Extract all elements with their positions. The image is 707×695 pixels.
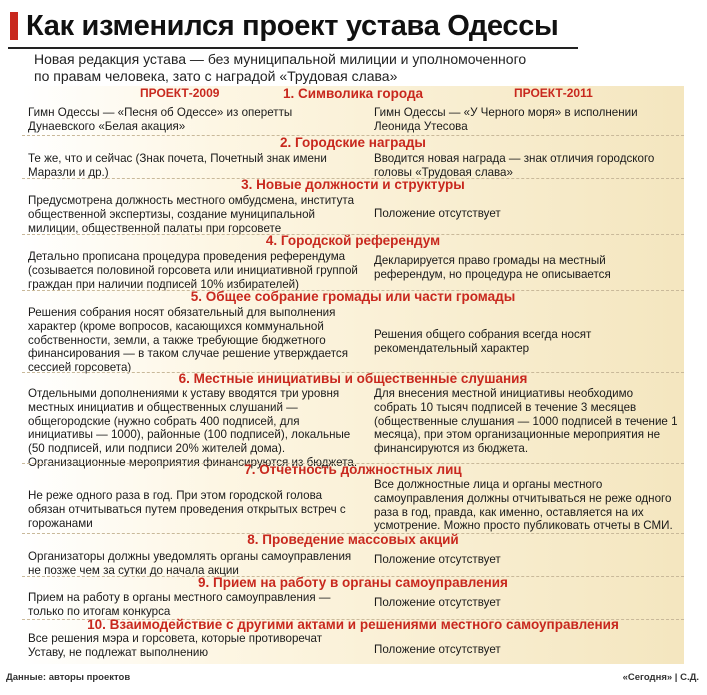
title-row [8,8,698,44]
cell-2009: Прием на работу в органы местного самоуправления — только по итогам конкурса [28,591,331,618]
row-title: 6. Местные инициативы и общественные слушания [178,371,528,386]
title-accent-bar [10,12,18,40]
cell-2009: Не реже одного раза в год. При этом городской голова обязан отчитываться путем проведения открытых встреч с горожанами [28,489,346,530]
row-title: 4. Городской референдум [265,233,441,248]
cell-2011: Декларируется право громады на местный референдум, но процедура не описывается [374,254,611,281]
cell-2011: Положение отсутствует [374,553,501,566]
cell-2009: Предусмотрена должность местного омбудсмена, института общественной экспертизы, создание муниципальной милиции, общественной палаты при горсовете [28,194,355,235]
row-title: 5. Общее собрание громады или части громады [190,289,516,304]
subtitle [34,51,698,85]
cell-2011: Положение отсутствует [374,643,501,656]
column-header-2009: ПРОЕКТ-2009 [140,86,220,100]
cell-2009: Детально прописана процедура проведения референдума (созывается половиной горсовета или инициативной группой граждан при наличии подписей 10% избирателей) [28,250,358,291]
cell-2011: Гимн Одессы — «У Черного моря» в исполнении Леонида Утесова [374,106,638,133]
cell-2009: Гимн Одессы — «Песня об Одессе» из оперетты Дунаевского «Белая акация» [28,106,293,133]
cell-2011: Положение отсутствует [374,596,501,609]
header [8,8,698,85]
row-title: 1. Символика города [282,86,424,101]
page-title: Как изменился проект устава Одессы [26,9,559,42]
cell-2009: Решения собрания носят обязательный для выполнения характер (кроме вопросов, касающихся коммунальной собственности, земли, а также требующие бюджетного финансирования — в таком случае решение утверждается сессией горсовета) [28,306,348,375]
row-title: 3. Новые должности и структуры [241,177,465,192]
credit-note: «Сегодня» | С.Д. [622,672,699,683]
cell-2009: Все решения мэра и горсовета, которые противоречат Уставу, не подлежат выполнению [28,632,323,659]
cell-2011: Положение отсутствует [374,207,501,220]
subtitle-line-1: Новая редакция устава — без муниципальной милиции и уполномоченного [34,51,527,67]
row-title: 9. Прием на работу в органы самоуправления [198,575,508,590]
column-header-2011: ПРОЕКТ-2011 [514,86,593,100]
row-title: 8. Проведение массовых акций [247,532,459,547]
source-note: Данные: авторы проектов [6,672,131,683]
cell-2009: Организаторы должны уведомлять органы самоуправления не позже чем за сутки до начала акции [28,550,352,577]
cell-2009: Те же, что и сейчас (Знак почета, Почетный знак имени Маразли и др.) [28,152,327,179]
title-divider [8,47,578,49]
cell-2011: Для внесения местной инициативы необходимо собрать 10 тысяч подписей в течение 3 месяцев (общественные слушания — 1000 подписей в течение 1 месяца), при этом организационные мероприятия не финансируются из бюджета. [374,387,678,456]
subtitle-line-2: по правам человека, зато с наградой «Трудовая слава» [34,68,398,84]
cell-2011: Все должностные лица и органы местного самоуправления должны отчитываться не реже одного раза в год, правда, как именно, оставляется на их усмотрение. Можно просто публиковать отчеты в СМИ. [374,478,673,533]
comparison-table [22,86,684,664]
row-title: 10. Взаимодействие с другими актами и решениями местного самоуправления [87,617,619,632]
row-title: 7. Отчетность должностных лиц [244,462,462,477]
cell-2011: Вводится новая награда — знак отличия городского головы «Трудовая слава» [374,152,655,179]
cell-2011: Решения общего собрания всегда носят рекомендательный характер [374,328,592,355]
cell-2009: Отдельными дополнениями к уставу вводятся три уровня местных инициатив и общественных слушаний — общегородские (нужно собрать 400 подписей, для инициативы — 1000), районные (100 подписей), локальные (50 подписей, или подписи 20% жителей дома). Организационные мероприятия финансируются из бюджета. [28,387,358,469]
row-title: 2. Городские награды [280,135,426,150]
